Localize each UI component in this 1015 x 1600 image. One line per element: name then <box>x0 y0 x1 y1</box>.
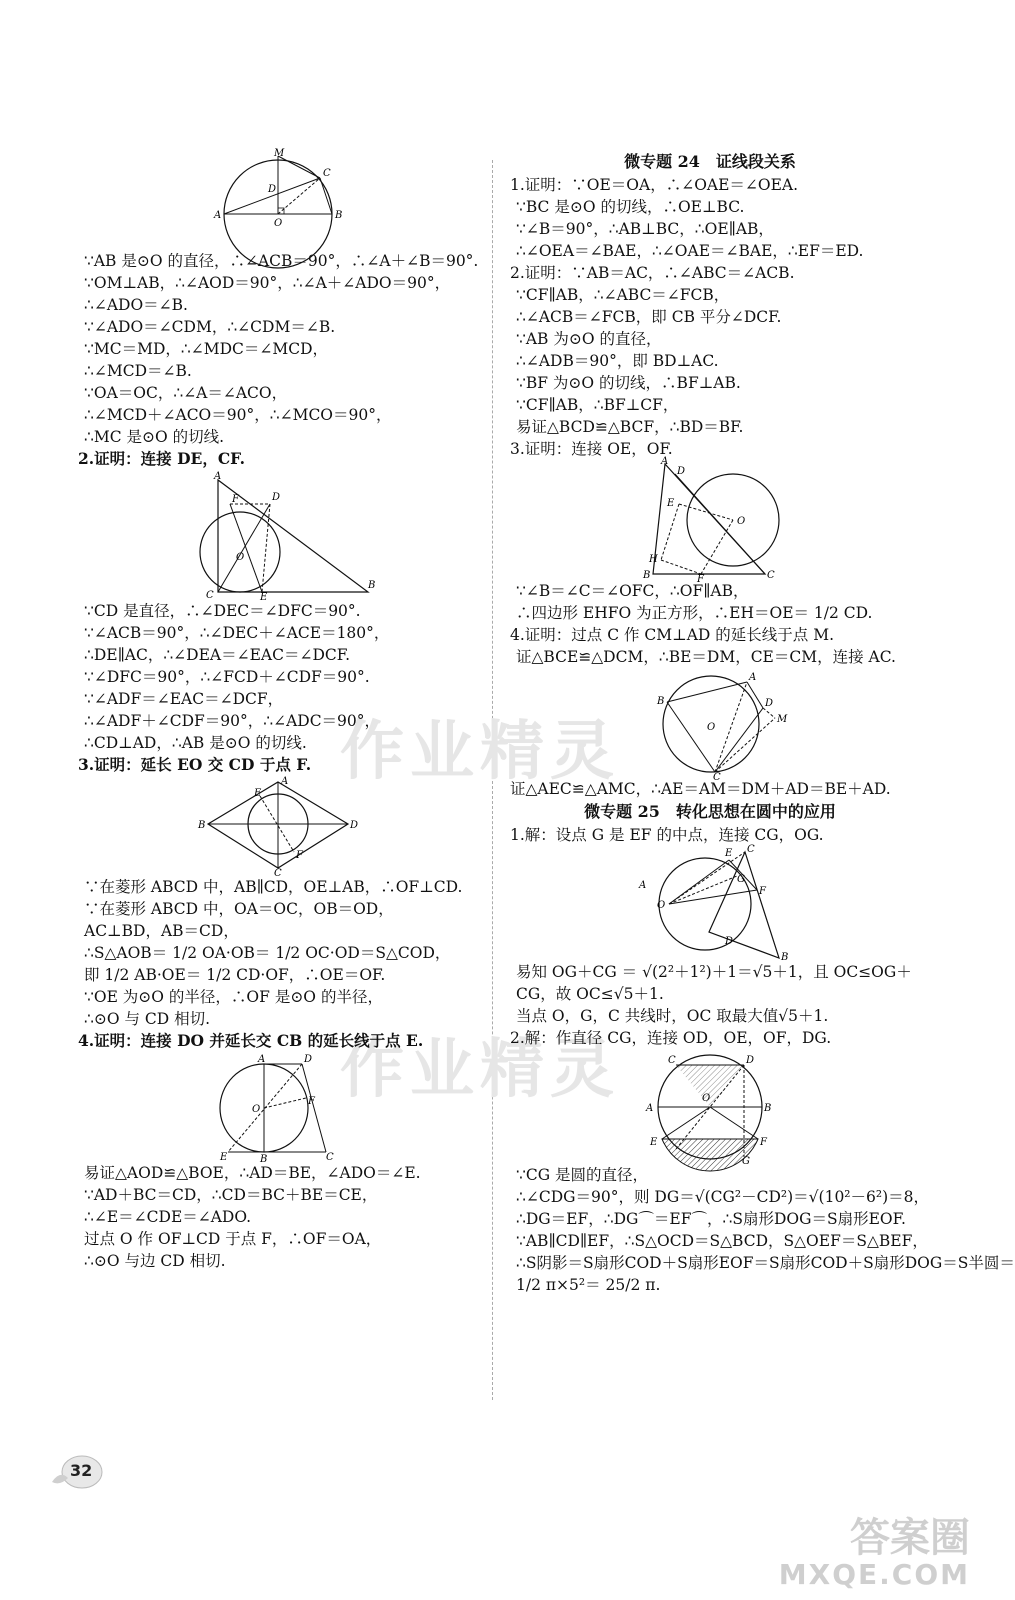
proof-line: ∴∠CDG＝90°，则 DG＝√(CG²－CD²)＝√(10²－6²)＝8， <box>516 1188 929 1206</box>
svg-text:A: A <box>281 776 289 787</box>
svg-text:E: E <box>650 1137 658 1148</box>
watermark: 作业精灵 <box>340 715 620 789</box>
figure-max-oc <box>625 846 795 961</box>
section-title-24: 微专题 24 证线段关系 <box>624 152 796 171</box>
svg-text:F: F <box>759 886 766 897</box>
svg-text:F: F <box>232 494 239 505</box>
svg-text:A: A <box>214 471 222 482</box>
page-number-badge <box>48 1452 104 1492</box>
proof-line: 易知 OG＋CG ＝ √(2²＋1²)＋1＝√5＋1，且 OC≤OG＋ <box>516 963 912 981</box>
proof-line: ∴∠ADF＋∠CDF＝90°，∴∠ADC＝90°， <box>84 712 381 730</box>
proof-line: ∵BC 是⊙O 的切线，∴OE⊥BC. <box>516 198 745 216</box>
figure-right-triangle-circle <box>178 470 378 603</box>
svg-text:H: H <box>649 554 658 565</box>
svg-text:F: F <box>308 1096 315 1107</box>
svg-text:O: O <box>737 516 746 527</box>
proof-line: ∴∠OEA＝∠BAE，∴∠OAE＝∠BAE，∴EF＝ED. <box>516 242 864 260</box>
proof-line: 易证△AOD≌△BOE，∴AD＝BE，∠ADO＝∠E. <box>84 1164 421 1182</box>
svg-text:D: D <box>677 466 686 477</box>
svg-text:A: A <box>258 1054 266 1065</box>
proof-line: ∵∠DFC＝90°，∴∠FCD＋∠CDF＝90°. <box>84 668 370 686</box>
svg-text:E: E <box>220 1152 228 1163</box>
proof-line: ∵在菱形 ABCD 中，OA＝OC，OB＝OD， <box>84 900 394 918</box>
svg-text:A: A <box>661 456 669 467</box>
figure-square-ehfo <box>625 456 795 585</box>
svg-text:A: A <box>749 672 757 683</box>
problem-2-heading: 2.证明：连接 DE，CF. <box>78 449 246 468</box>
proof-line: ∵∠B＝∠C＝∠OFC，∴OF∥AB， <box>516 582 749 600</box>
svg-text:A: A <box>639 880 647 891</box>
page-number: 32 <box>70 1461 93 1480</box>
proof-line: ∴∠ADO＝∠B. <box>84 296 188 314</box>
proof-line: ∴DG＝EF，∴DG⌒＝EF⌒，∴S扇形DOG＝S扇形EOF. <box>516 1210 906 1228</box>
proof-line: 2.证明：∵AB＝AC，∴∠ABC＝∠ACB. <box>510 264 795 282</box>
proof-line: 证△AEC≌△AMC，∴AE＝AM＝DM＋AD＝BE＋AD. <box>510 780 891 798</box>
watermark: 作业精灵 <box>340 1033 620 1107</box>
proof-line: ∵AB∥CD∥EF，∴S△OCD＝S△BCD，S△OEF＝S△BEF， <box>516 1232 928 1250</box>
proof-line: ∴∠MCD＋∠ACO＝90°，∴∠MCO＝90°， <box>84 406 392 424</box>
proof-line: ∵CD 是直径，∴∠DEC＝∠DFC＝90°. <box>84 602 361 620</box>
svg-text:O: O <box>702 1093 711 1104</box>
proof-line: AC⊥BD，AB＝CD， <box>84 922 239 940</box>
svg-text:D: D <box>765 698 774 709</box>
s-problem-1-heading: 1.解：设点 G 是 EF 的中点，连接 CG，OG. <box>510 826 824 844</box>
svg-text:O: O <box>707 722 716 733</box>
figure-rhombus-circle <box>198 776 359 879</box>
right-column <box>510 150 1015 1296</box>
svg-text:D: D <box>746 1055 755 1066</box>
proof-line: ∵AB 是⊙O 的直径，∴∠ACB＝90°，∴∠A＋∠B＝90°. <box>84 252 479 270</box>
svg-text:B: B <box>657 696 665 707</box>
svg-text:D: D <box>272 492 281 503</box>
svg-text:D: D <box>268 184 277 195</box>
svg-text:B: B <box>764 1103 772 1114</box>
r-problem-3-heading: 3.证明：连接 OE，OF. <box>510 440 673 458</box>
svg-text:O: O <box>274 218 283 229</box>
proof-line: ∵∠B＝90°，∴AB⊥BC，∴OE∥AB， <box>516 220 774 238</box>
svg-text:B: B <box>643 570 651 581</box>
proof-line: ∴∠ADB＝90°，即 BD⊥AC. <box>516 352 719 370</box>
svg-text:E: E <box>667 498 675 509</box>
proof-line: CG，故 OC≤√5＋1. <box>516 985 664 1003</box>
proof-line: ∵CF∥AB，∴∠ABC＝∠FCB， <box>516 286 730 304</box>
s-problem-2-heading: 2.解：作直径 CG，连接 OD，OE，OF，DG. <box>510 1029 832 1047</box>
proof-line: 即 1/2 AB·OE＝ 1/2 CD·OF，∴OE＝OF. <box>84 966 386 984</box>
section-title-25: 微专题 25 转化思想在圆中的应用 <box>584 802 836 821</box>
proof-line: ∴CD⊥AD，∴AB 是⊙O 的切线. <box>84 734 307 752</box>
proof-line: ∴MC 是⊙O 的切线. <box>84 428 225 446</box>
proof-line: ∵∠ADF＝∠EAC＝∠DCF， <box>84 690 284 708</box>
r-solution-2 <box>510 262 910 438</box>
svg-text:E: E <box>260 592 268 603</box>
proof-line: ∵MC＝MD，∴∠MDC＝∠MCD， <box>84 340 329 358</box>
proof-line: ∴∠E＝∠CDE＝∠ADO. <box>84 1208 252 1226</box>
r-solution-1 <box>510 174 910 262</box>
proof-line: ∴⊙O 与 CD 相切. <box>84 1010 211 1028</box>
svg-text:A: A <box>646 1103 654 1114</box>
proof-line: ∴S阴影＝S扇形COD＋S扇形EOF＝S扇形COD＋S扇形DOG＝S半圆＝ <box>516 1254 1015 1272</box>
problem-4-heading: 4.证明：连接 DO 并延长交 CB 的延长线于点 E. <box>78 1031 424 1050</box>
svg-text:M: M <box>274 148 285 159</box>
corner-watermark-bottom: MXQE.COM <box>778 1558 970 1591</box>
proof-line: ∴S△AOB＝ 1/2 OA·OB＝ 1/2 OC·OD＝S△COD， <box>84 944 451 962</box>
proof-line: ∵CF∥AB，∴BF⊥CF， <box>516 396 679 414</box>
figure-shaded-circle <box>640 1049 780 1167</box>
svg-text:F: F <box>296 850 303 861</box>
svg-text:O: O <box>657 900 666 911</box>
svg-text:C: C <box>274 868 282 879</box>
proof-line: ∵OE 为⊙O 的半径，∴OF 是⊙O 的半径， <box>84 988 383 1006</box>
proof-line: ∴四边形 EHFO 为正方形，∴EH＝OE＝ 1/2 CD. <box>516 604 873 622</box>
svg-text:D: D <box>725 936 734 947</box>
svg-text:B: B <box>198 820 206 831</box>
proof-line: 4.证明：过点 C 作 CM⊥AD 的延长线于点 M. <box>510 626 835 644</box>
left-column <box>78 150 478 1272</box>
proof-line: 1/2 π×5²＝ 25/2 π. <box>516 1276 661 1294</box>
solution-1-lines <box>78 250 478 448</box>
svg-text:E: E <box>254 788 262 799</box>
svg-text:B: B <box>260 1154 268 1165</box>
svg-text:M: M <box>777 714 788 725</box>
svg-text:D: D <box>304 1054 313 1065</box>
proof-line: ∵∠ACB＝90°，∴∠DEC＋∠ACE＝180°， <box>84 624 390 642</box>
svg-text:O: O <box>252 1104 261 1115</box>
svg-text:F: F <box>697 574 704 585</box>
svg-text:C: C <box>206 590 214 601</box>
svg-text:F: F <box>760 1137 767 1148</box>
figure-cyclic-quad-bcdm <box>635 668 788 783</box>
corner-watermark-top: 答案圈 <box>850 1515 970 1561</box>
corner-watermark <box>779 1516 970 1590</box>
svg-text:A: A <box>214 210 222 221</box>
proof-line: ∵OA＝OC，∴∠A＝∠ACO， <box>84 384 288 402</box>
proof-line: ∴∠MCD＝∠B. <box>84 362 192 380</box>
proof-line: ∵OM⊥AB，∴∠AOD＝90°，∴∠A＋∠ADO＝90°， <box>84 274 451 292</box>
svg-text:C: C <box>747 844 755 855</box>
proof-line: 易证△BCD≌△BCF，∴BD＝BF. <box>516 418 744 436</box>
solution-3-lines <box>78 876 478 1030</box>
proof-line: ∵∠ADO＝∠CDM，∴∠CDM＝∠B. <box>84 318 336 336</box>
svg-text:B: B <box>781 952 789 963</box>
svg-text:C: C <box>668 1055 676 1066</box>
r-solution-3 <box>510 580 910 624</box>
proof-line: ∵AB 为⊙O 的直径， <box>516 330 662 348</box>
r-solution-4 <box>510 624 910 668</box>
s-solution-2 <box>510 1164 1015 1296</box>
svg-text:G: G <box>742 1156 750 1167</box>
problem-3-heading: 3.证明：延长 EO 交 CD 于点 F. <box>78 755 312 774</box>
proof-line: ∴∠ACB＝∠FCB，即 CB 平分∠DCF. <box>516 308 782 326</box>
figure-circle-tangent-mc <box>198 150 358 250</box>
svg-text:C: C <box>323 168 331 179</box>
proof-line: 证△BCE≌△DCM，∴BE＝DM，CE＝CM，连接 AC. <box>516 648 896 666</box>
svg-text:C: C <box>767 570 775 581</box>
proof-line: ∵AD＋BC＝CD，∴CD＝BC＋BE＝CE， <box>84 1186 378 1204</box>
proof-line: 1.证明：∵OE＝OA，∴∠OAE＝∠OEA. <box>510 176 799 194</box>
svg-text:C: C <box>713 772 721 783</box>
proof-line: 当点 O，G，C 共线时，OC 取最大值√5＋1. <box>516 1007 829 1025</box>
svg-text:O: O <box>236 552 245 563</box>
solution-2-lines <box>78 600 478 754</box>
proof-line: ∴⊙O 与边 CD 相切. <box>84 1252 226 1270</box>
svg-text:B: B <box>335 210 343 221</box>
proof-line: ∵BF 为⊙O 的切线，∴BF⊥AB. <box>516 374 741 392</box>
figure-trapezoid-circle <box>198 1052 358 1165</box>
svg-text:D: D <box>350 820 359 831</box>
svg-text:G: G <box>737 874 745 885</box>
proof-line: ∴DE∥AC，∴∠DEA＝∠EAC＝∠DCF. <box>84 646 350 664</box>
proof-line: ∵CG 是圆的直径， <box>516 1166 649 1184</box>
svg-text:C: C <box>326 1152 334 1163</box>
solution-4-lines <box>78 1162 478 1272</box>
svg-text:B: B <box>368 580 376 591</box>
s-solution-1 <box>510 961 910 1027</box>
proof-line: ∵在菱形 ABCD 中，AB∥CD，OE⊥AB，∴OF⊥CD. <box>84 878 463 896</box>
proof-line: 过点 O 作 OF⊥CD 于点 F，∴OF＝OA， <box>84 1230 382 1248</box>
svg-text:E: E <box>725 848 733 859</box>
